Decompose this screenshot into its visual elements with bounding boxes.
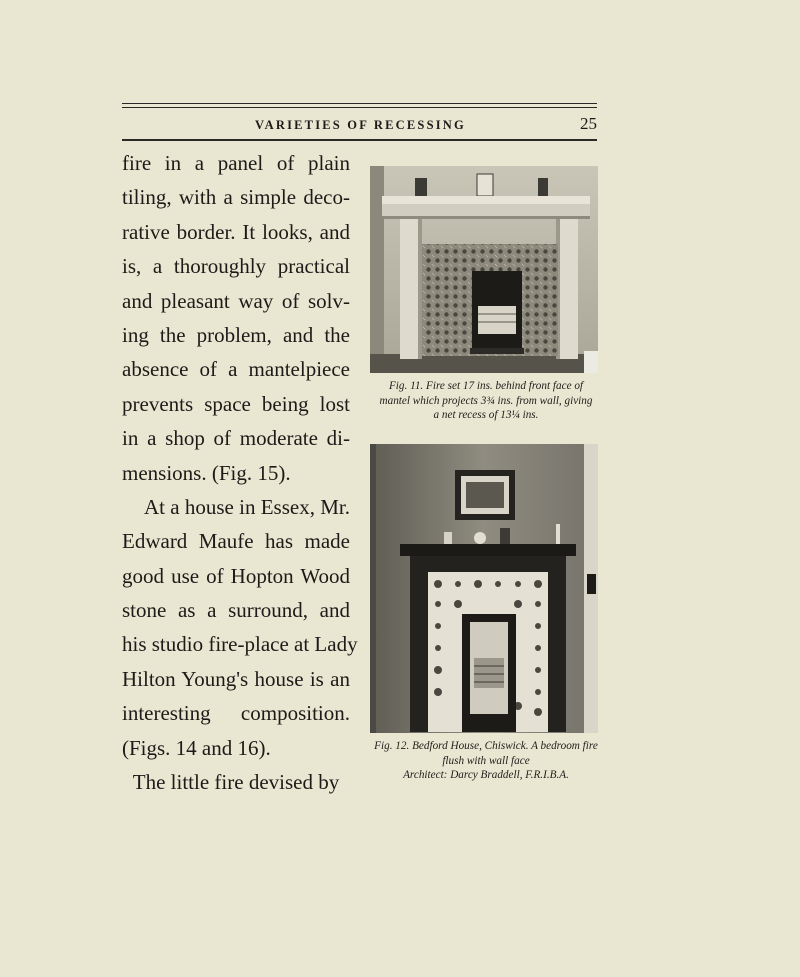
body-line: At a house in Essex, Mr.	[144, 494, 350, 519]
fig-11-caption	[366, 379, 606, 423]
header-rule-top	[122, 103, 597, 104]
body-line: tiling, with a simple deco-	[122, 185, 350, 210]
header-rule-second	[122, 107, 597, 108]
body-line: and pleasant way of solv-	[122, 288, 350, 313]
fig-12-caption	[366, 739, 606, 783]
body-line: stone as a surround, and	[122, 598, 350, 623]
caption-line: Fig. 12. Bedford House, Chiswick. A bedroom fire	[374, 740, 598, 752]
body-line: fire in a panel of plain	[122, 151, 350, 175]
page-number: 25	[580, 114, 597, 133]
caption-line: flush with wall face	[442, 754, 530, 767]
fig-12-photo	[370, 444, 598, 733]
body-line: ing the problem, and the	[122, 322, 350, 347]
body-line: good use of Hopton Wood	[122, 563, 350, 588]
header-rule-bottom	[122, 139, 597, 141]
caption-line: Fig. 11. Fire set 17 ins. behind front face of	[388, 380, 584, 392]
body-line: The little fire devised by	[132, 770, 340, 795]
body-line: is, a thoroughly practical	[122, 254, 350, 279]
body-line: mensions. (Fig. 15).	[122, 460, 291, 485]
body-text-column	[122, 146, 358, 799]
body-line: interesting composition.	[122, 701, 350, 726]
body-line: in a shop of moderate di-	[122, 426, 350, 451]
caption-line: a net recess of 13¼ ins.	[433, 409, 539, 421]
body-line: Edward Maufe has made	[122, 529, 350, 554]
body-line: rative border. It looks, and	[122, 219, 350, 244]
body-line: Hilton Young's house is an	[122, 666, 350, 691]
caption-line: mantel which projects 3¾ ins. from wall, giving	[379, 394, 593, 407]
running-title: VARIETIES OF RECESSING	[255, 118, 466, 132]
body-line: his studio fire-place at Lady	[122, 632, 358, 657]
body-line: prevents space being lost	[122, 391, 350, 416]
fig-11-photo	[370, 166, 598, 373]
body-line: (Figs. 14 and 16).	[122, 735, 271, 760]
body-line: absence of a mantelpiece	[122, 357, 350, 382]
caption-line: Architect: Darcy Braddell, F.R.I.B.A.	[403, 769, 569, 781]
